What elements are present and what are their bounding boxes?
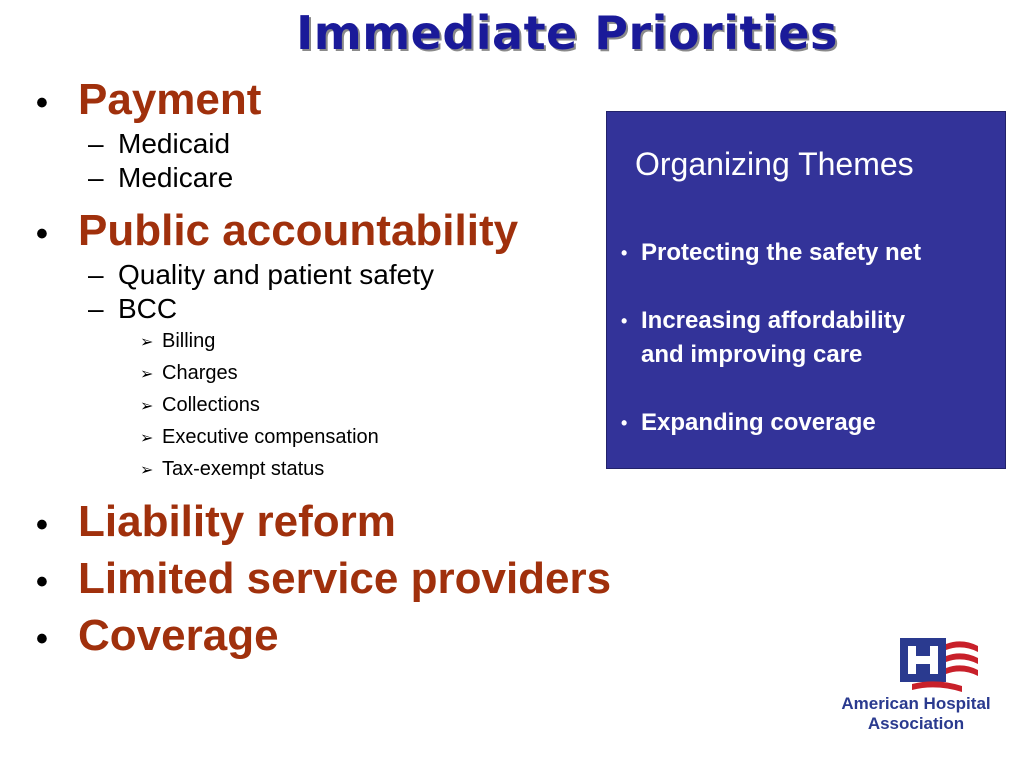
bullet-label: Coverage xyxy=(78,611,279,660)
bullet-label: Payment xyxy=(78,75,262,124)
arrow-marker-icon: ➢ xyxy=(140,462,154,479)
themes-box-title: Organizing Themes xyxy=(635,146,914,182)
logo-text xyxy=(826,694,1006,734)
organizing-themes-box xyxy=(606,111,1006,469)
bullet-label: Liability reform xyxy=(78,497,396,546)
bullet-dot: • xyxy=(36,506,48,544)
theme-item-label-continued: and improving care xyxy=(641,341,863,368)
arrow-marker-icon: ➢ xyxy=(140,398,154,415)
arrow-marker-icon: ➢ xyxy=(140,366,154,383)
arrow-marker-icon: ➢ xyxy=(140,334,154,351)
bullet-liability-reform xyxy=(36,498,716,549)
bullet-label: Public accountability xyxy=(78,206,519,255)
dash-marker: – xyxy=(88,293,104,324)
slide-title: Immediate Priorities xyxy=(296,6,838,60)
bullet-limited-service-providers xyxy=(36,555,716,606)
theme-item-label: Protecting the safety net xyxy=(641,239,922,266)
logo-text-line1: American Hospital xyxy=(841,694,991,713)
bullet-dot: • xyxy=(36,563,48,601)
sub-bullet-label: Medicare xyxy=(118,162,234,193)
arrow-marker-icon: ➢ xyxy=(140,430,154,447)
bullet-label: Limited service providers xyxy=(78,554,612,603)
theme-item-label: Expanding coverage xyxy=(641,409,876,436)
theme-item-label: Increasing affordability xyxy=(641,307,906,334)
sub-sub-bullet-label: Billing xyxy=(162,330,216,352)
sub-sub-bullet-label: Collections xyxy=(162,394,260,416)
bullet-dot: • xyxy=(36,215,48,253)
sub-sub-bullet-label: Charges xyxy=(162,362,238,384)
bullet-coverage xyxy=(36,612,716,663)
sub-bullet-label: Medicaid xyxy=(118,128,231,159)
theme-item-affordability xyxy=(621,304,1001,372)
theme-bullet-dot: • xyxy=(621,243,628,263)
theme-item-coverage xyxy=(621,406,1001,440)
dash-marker: – xyxy=(88,162,104,193)
theme-bullet-dot: • xyxy=(621,311,628,331)
bullet-dot: • xyxy=(36,620,48,658)
logo-text-line2: Association xyxy=(867,714,965,733)
dash-marker: – xyxy=(88,128,104,159)
sub-bullet-label: BCC xyxy=(118,293,178,324)
sub-sub-bullet-label: Executive compensation xyxy=(162,426,379,448)
sub-sub-bullet-label: Tax-exempt status xyxy=(162,458,325,480)
theme-bullet-dot: • xyxy=(621,413,628,433)
dash-marker: – xyxy=(88,259,104,290)
bullet-dot: • xyxy=(36,84,48,122)
theme-item-safety-net xyxy=(621,236,1001,270)
sub-bullet-label: Quality and patient safety xyxy=(118,259,434,290)
